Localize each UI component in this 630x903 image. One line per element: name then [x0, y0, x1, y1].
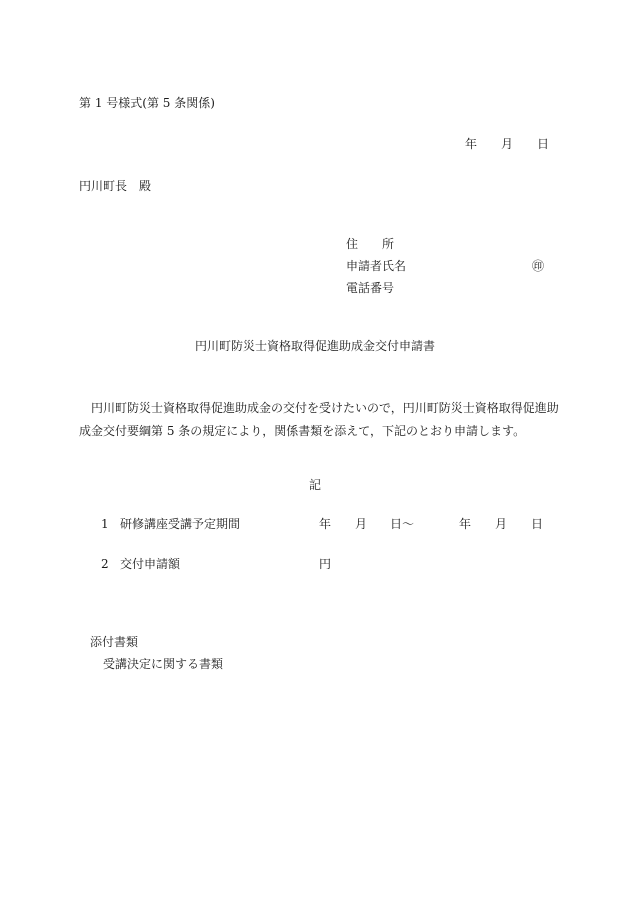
item-label: 研修講座受講予定期間: [120, 517, 241, 531]
addressee: 円川町長 殿: [79, 179, 152, 193]
application-body-text: 円川町防災士資格取得促進助成金の交付を受けたいので，円川町防災士資格取得促進助成金交付要綱第 5 条の規定により，関係書類を添えて，下記のとおり申請します。: [79, 401, 559, 438]
start-year-label: 年: [319, 517, 332, 531]
date-year-label: 年: [465, 137, 478, 151]
start-day-label: 日〜: [390, 517, 415, 531]
end-month-label: 月: [495, 517, 508, 531]
date-day-label: 日: [537, 137, 550, 151]
address-label: 住 所: [346, 237, 395, 251]
attachments-heading: 添付書類: [90, 635, 139, 649]
end-day-label: 日: [531, 517, 544, 531]
item-number: 2: [101, 557, 109, 571]
start-month-label: 月: [355, 517, 368, 531]
date-month-label: 月: [501, 137, 514, 151]
phone-label: 電話番号: [346, 281, 395, 295]
seal-mark: ㊞: [532, 259, 545, 273]
item-label: 交付申請額: [120, 557, 181, 571]
document-title: 円川町防災士資格取得促進助成金交付申請書: [194, 339, 435, 353]
attachment-item: 受講決定に関する書類: [103, 657, 224, 671]
end-year-label: 年: [459, 517, 472, 531]
item-requested-amount: [0, 558, 630, 572]
amount-unit-label: 円: [319, 557, 332, 571]
form-number-label: 第 1 号様式(第 5 条関係): [79, 96, 215, 110]
applicant-name-label: 申請者氏名: [346, 259, 407, 273]
ki-heading: 記: [308, 478, 321, 492]
item-number: 1: [101, 517, 109, 531]
item-training-period: [0, 518, 630, 532]
